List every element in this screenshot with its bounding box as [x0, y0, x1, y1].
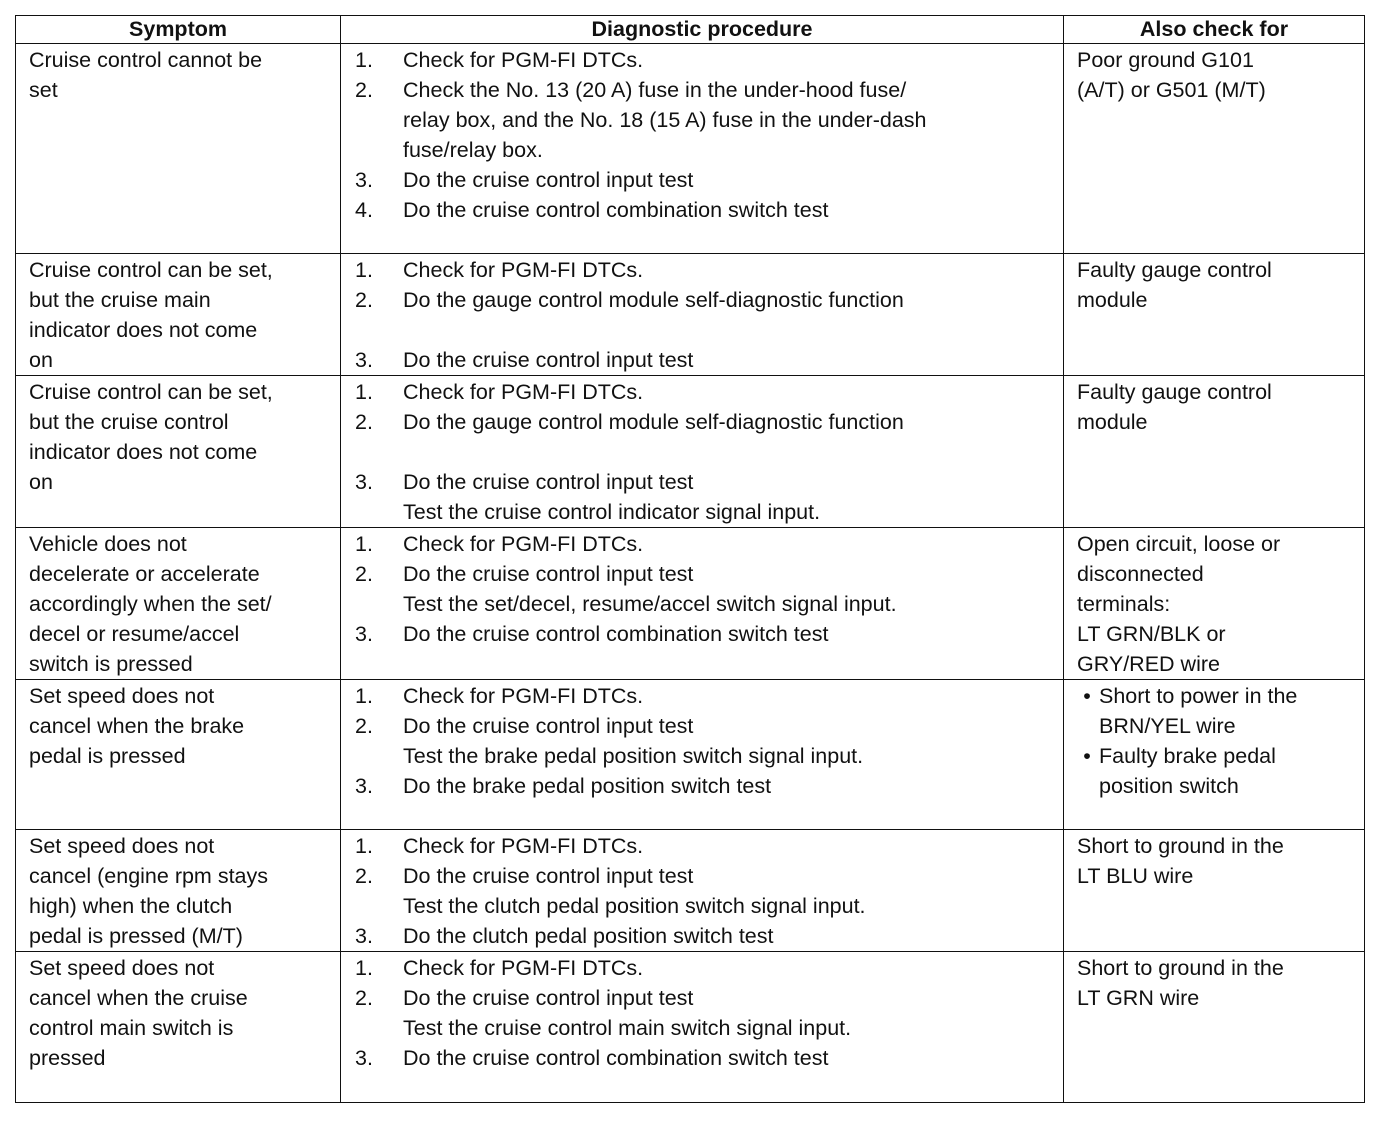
also-check-cell: [1064, 528, 1365, 680]
step-text: Do the cruise control input test: [403, 348, 694, 372]
bullet-line: position switch: [1099, 774, 1239, 798]
procedure-step: [355, 921, 1057, 951]
procedure-step: [355, 1013, 1057, 1043]
procedure-step: [355, 1043, 1057, 1073]
procedure-step: [355, 285, 1057, 315]
bullet-line: BRN/YEL wire: [1099, 714, 1236, 738]
procedure-step: [355, 497, 1057, 527]
symptom-line: indicator does not come: [29, 440, 258, 464]
procedure-step: [355, 711, 1057, 741]
symptom-line: cancel (engine rpm stays: [29, 864, 268, 888]
also-check-line: (A/T) or G501 (M/T): [1077, 78, 1266, 102]
symptom-line: control main switch is: [29, 1016, 234, 1040]
symptom-cell: [16, 44, 341, 254]
table-row: [16, 830, 1365, 952]
step-text: Do the cruise control input test: [403, 714, 694, 738]
symptom-line: but the cruise control: [29, 410, 229, 434]
procedure-step: [355, 681, 1057, 711]
procedure-step: [355, 953, 1057, 983]
step-number: 1.: [355, 380, 373, 404]
diagnostic-table: [15, 15, 1365, 1103]
procedure-step: [355, 529, 1057, 559]
header-also-check: Also check for: [1064, 16, 1365, 44]
symptom-cell: [16, 680, 341, 830]
procedure-cell: [341, 952, 1064, 1103]
step-number: 2.: [355, 410, 373, 434]
procedure-cell: [341, 528, 1064, 680]
step-text: Check for PGM-FI DTCs.: [403, 380, 644, 404]
step-text: Check for PGM-FI DTCs.: [403, 684, 644, 708]
table-row: [16, 952, 1365, 1103]
step-text: Check for PGM-FI DTCs.: [403, 532, 644, 556]
also-check-cell: [1064, 680, 1365, 830]
also-check-line: Open circuit, loose or: [1077, 532, 1281, 556]
also-check-bullet-item: [1075, 681, 1354, 741]
procedure-step: [355, 467, 1057, 497]
step-text: Do the cruise control combination switch test: [403, 198, 829, 222]
procedure-step: [355, 135, 1057, 165]
procedure-step: [355, 589, 1057, 619]
step-number: 3.: [355, 924, 373, 948]
symptom-line: Cruise control can be set,: [29, 258, 273, 282]
also-check-line: LT GRN wire: [1077, 986, 1200, 1010]
procedure-step: [355, 377, 1057, 407]
symptom-line: on: [29, 470, 53, 494]
table-row: [16, 376, 1365, 528]
symptom-cell: [16, 830, 341, 952]
bullet-line: Short to power in the: [1099, 684, 1298, 708]
step-number: [355, 135, 403, 165]
also-check-cell: [1064, 44, 1365, 254]
symptom-line: on: [29, 348, 53, 372]
symptom-cell: [16, 254, 341, 376]
procedure-step: [355, 105, 1057, 135]
symptom-cell: [16, 528, 341, 680]
step-number: 2.: [355, 78, 373, 102]
symptom-line: Set speed does not: [29, 684, 215, 708]
step-number: 2.: [355, 986, 373, 1010]
also-check-cell: [1064, 830, 1365, 952]
step-text: Do the cruise control input test: [403, 168, 694, 192]
bullet-icon: •: [1083, 684, 1091, 708]
procedure-step: [355, 345, 1057, 375]
symptom-line: Vehicle does not: [29, 532, 187, 556]
step-text: Test the set/decel, resume/accel switch signal input.: [403, 592, 897, 616]
procedure-step: [355, 255, 1057, 285]
step-text: Test the cruise control main switch signal input.: [403, 1016, 852, 1040]
procedure-step: [355, 195, 1057, 225]
step-text: Do the cruise control input test: [403, 864, 694, 888]
step-text: Check the No. 13 (20 A) fuse in the under-hood fuse/: [403, 78, 907, 102]
procedure-step: [355, 861, 1057, 891]
procedure-step: [355, 559, 1057, 589]
symptom-line: cancel when the cruise: [29, 986, 248, 1010]
symptom-line: high) when the clutch: [29, 894, 233, 918]
symptom-line: Set speed does not: [29, 956, 215, 980]
step-number: 1.: [355, 532, 373, 556]
step-text: Test the cruise control indicator signal input.: [403, 500, 821, 524]
symptom-line: set: [29, 78, 58, 102]
also-check-line: LT GRN/BLK or: [1077, 622, 1226, 646]
procedure-cell: [341, 680, 1064, 830]
step-number: 3.: [355, 774, 373, 798]
step-text: Do the gauge control module self-diagnostic function: [403, 288, 904, 312]
step-number: [355, 315, 403, 345]
step-text: Do the cruise control combination switch test: [403, 622, 829, 646]
step-text: Test the clutch pedal position switch signal input.: [403, 894, 866, 918]
symptom-cell: [16, 952, 341, 1103]
step-text: Check for PGM-FI DTCs.: [403, 834, 644, 858]
symptom-line: pedal is pressed: [29, 744, 186, 768]
symptom-cell: [16, 376, 341, 528]
symptom-line: Cruise control can be set,: [29, 380, 273, 404]
also-check-bullet-item: [1075, 741, 1354, 801]
header-symptom: Symptom: [16, 16, 341, 44]
also-check-line: module: [1077, 410, 1148, 434]
step-text: Check for PGM-FI DTCs.: [403, 956, 644, 980]
symptom-line: cancel when the brake: [29, 714, 245, 738]
procedure-step: [355, 315, 1057, 345]
table-row: [16, 254, 1365, 376]
procedure-cell: [341, 254, 1064, 376]
step-number: 3.: [355, 622, 373, 646]
also-check-line: disconnected: [1077, 562, 1204, 586]
step-text: Do the brake pedal position switch test: [403, 774, 772, 798]
step-text: Do the cruise control input test: [403, 470, 694, 494]
procedure-step: [355, 165, 1057, 195]
step-number: 3.: [355, 168, 373, 192]
bullet-line: Faulty brake pedal: [1099, 744, 1276, 768]
step-text: Do the clutch pedal position switch test: [403, 924, 774, 948]
procedure-cell: [341, 44, 1064, 254]
procedure-step: [355, 741, 1057, 771]
bullet-text: [1099, 741, 1354, 801]
procedure-step: [355, 619, 1057, 649]
step-number: [355, 437, 403, 467]
procedure-step: [355, 983, 1057, 1013]
procedure-step: [355, 437, 1057, 467]
table-body: [16, 44, 1365, 1103]
step-number: [355, 105, 403, 135]
also-check-line: Short to ground in the: [1077, 956, 1284, 980]
step-text: Do the cruise control combination switch test: [403, 1046, 829, 1070]
symptom-line: switch is pressed: [29, 652, 193, 676]
step-number: 2.: [355, 562, 373, 586]
symptom-line: Set speed does not: [29, 834, 215, 858]
also-check-line: Faulty gauge control: [1077, 380, 1272, 404]
symptom-line: pressed: [29, 1046, 106, 1070]
step-number: 4.: [355, 198, 373, 222]
also-check-line: Poor ground G101: [1077, 48, 1254, 72]
header-procedure: Diagnostic procedure: [341, 16, 1064, 44]
step-number: [355, 589, 403, 619]
also-check-line: Faulty gauge control: [1077, 258, 1272, 282]
symptom-line: decelerate or accelerate: [29, 562, 260, 586]
procedure-cell: [341, 830, 1064, 952]
step-number: 1.: [355, 258, 373, 282]
step-number: 2.: [355, 288, 373, 312]
also-check-cell: [1064, 952, 1365, 1103]
step-number: 2.: [355, 714, 373, 738]
symptom-line: decel or resume/accel: [29, 622, 240, 646]
table-row: [16, 44, 1365, 254]
also-check-line: Short to ground in the: [1077, 834, 1284, 858]
step-text: [403, 315, 1057, 345]
step-number: [355, 1013, 403, 1043]
step-number: [355, 741, 403, 771]
table-row: [16, 680, 1365, 830]
symptom-line: accordingly when the set/: [29, 592, 272, 616]
step-text: Do the cruise control input test: [403, 562, 694, 586]
step-text: Check for PGM-FI DTCs.: [403, 258, 644, 282]
procedure-step: [355, 45, 1057, 75]
procedure-step: [355, 771, 1057, 801]
step-number: 1.: [355, 834, 373, 858]
also-check-line: LT BLU wire: [1077, 864, 1194, 888]
procedure-step: [355, 891, 1057, 921]
also-check-cell: [1064, 254, 1365, 376]
also-check-line: terminals:: [1077, 592, 1171, 616]
step-number: 3.: [355, 348, 373, 372]
step-text: Do the cruise control input test: [403, 986, 694, 1010]
step-number: 2.: [355, 864, 373, 888]
table-row: [16, 528, 1365, 680]
header-row: [16, 16, 1365, 44]
step-text: Check for PGM-FI DTCs.: [403, 48, 644, 72]
symptom-line: pedal is pressed (M/T): [29, 924, 243, 948]
step-number: 1.: [355, 684, 373, 708]
step-text: relay box, and the No. 18 (15 A) fuse in the under-dash: [403, 108, 927, 132]
step-number: 3.: [355, 470, 373, 494]
procedure-cell: [341, 376, 1064, 528]
also-check-cell: [1064, 376, 1365, 528]
step-number: [355, 891, 403, 921]
step-number: [355, 497, 403, 527]
bullet-icon: •: [1083, 744, 1091, 768]
procedure-step: [355, 831, 1057, 861]
also-check-line: GRY/RED wire: [1077, 652, 1220, 676]
step-number: 1.: [355, 956, 373, 980]
also-check-line: module: [1077, 288, 1148, 312]
step-text: fuse/relay box.: [403, 138, 543, 162]
step-number: 1.: [355, 48, 373, 72]
step-text: Do the gauge control module self-diagnostic function: [403, 410, 904, 434]
step-number: 3.: [355, 1046, 373, 1070]
bullet-text: [1099, 681, 1354, 741]
symptom-line: but the cruise main: [29, 288, 211, 312]
symptom-line: indicator does not come: [29, 318, 258, 342]
procedure-step: [355, 407, 1057, 437]
symptom-line: Cruise control cannot be: [29, 48, 263, 72]
procedure-step: [355, 75, 1057, 105]
step-text: Test the brake pedal position switch signal input.: [403, 744, 864, 768]
step-text: [403, 437, 1057, 467]
